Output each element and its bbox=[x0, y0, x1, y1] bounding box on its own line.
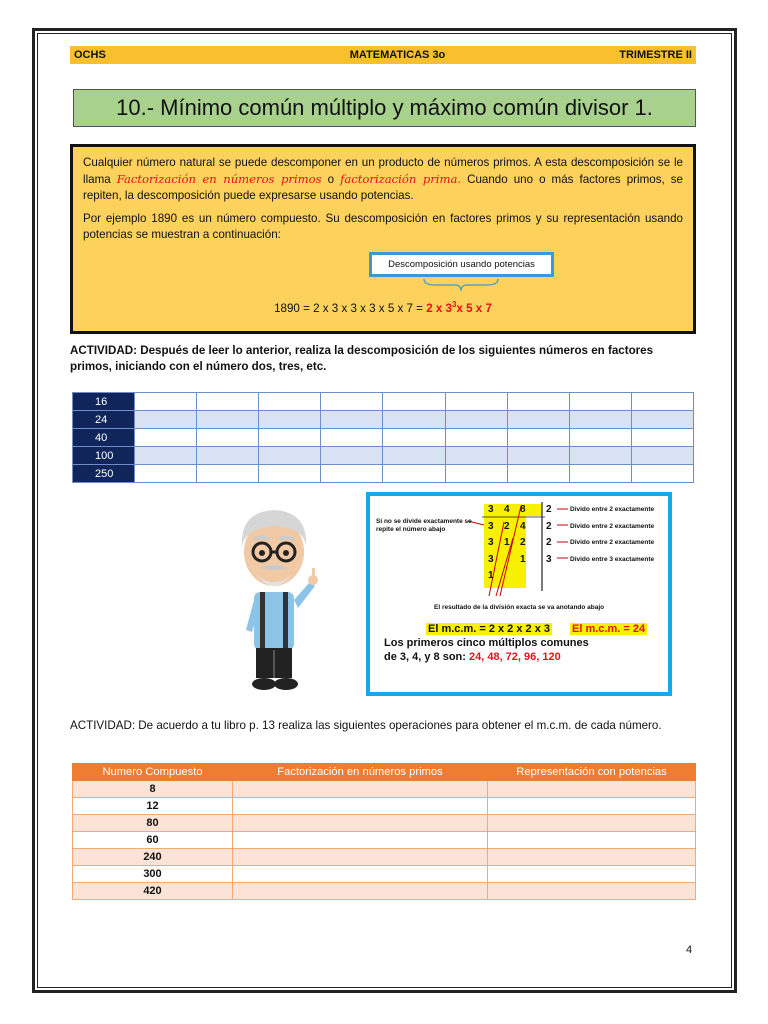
intro-term-1: Factorización en números primos bbox=[116, 172, 322, 186]
header-composite: Numero Compuesto bbox=[73, 764, 233, 781]
powers-cell[interactable] bbox=[488, 798, 696, 815]
answer-cell[interactable] bbox=[259, 447, 321, 465]
table-row bbox=[73, 832, 696, 849]
row-number: 250 bbox=[73, 465, 135, 483]
repeat-note: Si no se divide exactamente se repite el número abajo bbox=[376, 518, 472, 533]
factorization-cell[interactable] bbox=[233, 883, 488, 900]
composite-number: 240 bbox=[73, 849, 233, 866]
powers-cell[interactable] bbox=[488, 883, 696, 900]
answer-cell[interactable] bbox=[135, 429, 197, 447]
intro-text-a: Cualquier número natural se puede descomponer en un producto de números primos. A esta descomposición se le llama bbox=[83, 156, 683, 186]
answer-cell[interactable] bbox=[445, 411, 507, 429]
answer-cell[interactable] bbox=[321, 429, 383, 447]
answer-cell[interactable] bbox=[383, 447, 445, 465]
answer-cell[interactable] bbox=[383, 411, 445, 429]
answer-cell[interactable] bbox=[631, 411, 693, 429]
lesson-title: 10.- Mínimo común múltiplo y máximo común divisor 1. bbox=[73, 89, 696, 127]
division-cell: 1 bbox=[504, 537, 510, 548]
factorization-cell[interactable] bbox=[233, 781, 488, 798]
answer-cell[interactable] bbox=[631, 447, 693, 465]
header-term: TRIMESTRE II bbox=[619, 49, 692, 61]
divisor: 2 bbox=[546, 537, 552, 548]
answer-cell[interactable] bbox=[321, 393, 383, 411]
lcm-formula: El m.c.m. = 2 x 2 x 2 x 3 bbox=[428, 623, 550, 635]
row-number: 16 bbox=[73, 393, 135, 411]
factorization-grid bbox=[72, 392, 694, 483]
answer-cell[interactable] bbox=[569, 411, 631, 429]
multiples-line bbox=[384, 651, 561, 663]
division-note: Divido entre 2 exactamente bbox=[570, 539, 655, 546]
table-row bbox=[73, 798, 696, 815]
intro-box bbox=[70, 144, 696, 334]
answer-cell[interactable] bbox=[197, 429, 259, 447]
factorization-formula bbox=[73, 297, 693, 317]
answer-cell[interactable] bbox=[507, 447, 569, 465]
factorization-cell[interactable] bbox=[233, 866, 488, 883]
row-number: 100 bbox=[73, 447, 135, 465]
composite-number: 420 bbox=[73, 883, 233, 900]
answer-cell[interactable] bbox=[631, 393, 693, 411]
division-cell: 3 bbox=[488, 520, 494, 532]
header-subject: MATEMATICAS 3o bbox=[349, 49, 446, 61]
answer-cell[interactable] bbox=[507, 393, 569, 411]
formula-power-base: 2 x 3 bbox=[426, 301, 452, 315]
answer-cell[interactable] bbox=[135, 447, 197, 465]
powers-callout: Descomposición usando potencias bbox=[369, 252, 554, 277]
composite-number: 80 bbox=[73, 815, 233, 832]
answer-cell[interactable] bbox=[383, 465, 445, 483]
table-row bbox=[73, 849, 696, 866]
activity-2-instructions: ACTIVIDAD: De acuerdo a tu libro p. 13 realiza las siguientes operaciones para obtener el m.c.m. de cada número. bbox=[70, 719, 662, 732]
answer-cell[interactable] bbox=[445, 465, 507, 483]
page-header bbox=[70, 46, 696, 64]
answer-cell[interactable] bbox=[569, 429, 631, 447]
powers-cell[interactable] bbox=[488, 866, 696, 883]
powers-cell[interactable] bbox=[488, 832, 696, 849]
answer-cell[interactable] bbox=[259, 465, 321, 483]
composite-number: 8 bbox=[73, 781, 233, 798]
answer-cell[interactable] bbox=[507, 465, 569, 483]
powers-cell[interactable] bbox=[488, 849, 696, 866]
answer-cell[interactable] bbox=[445, 393, 507, 411]
division-note: Divido entre 2 exactamente bbox=[570, 522, 655, 530]
multiples-label-1: Los primeros cinco múltiplos comunes bbox=[384, 637, 589, 649]
table-row bbox=[73, 465, 694, 483]
row-number: 40 bbox=[73, 429, 135, 447]
formula-expanded: 1890 = 2 x 3 x 3 x 3 x 5 x 7 = bbox=[274, 301, 427, 315]
row-number: 24 bbox=[73, 411, 135, 429]
answer-cell[interactable] bbox=[135, 465, 197, 483]
factorization-cell[interactable] bbox=[233, 849, 488, 866]
composite-number: 300 bbox=[73, 866, 233, 883]
result-note: El resultado de la división exacta se va anotando abajo bbox=[434, 604, 605, 611]
lcm-result: El m.c.m. = 24 bbox=[572, 623, 646, 635]
table-row bbox=[73, 781, 696, 798]
answer-cell[interactable] bbox=[197, 465, 259, 483]
powers-cell[interactable] bbox=[488, 815, 696, 832]
table-row bbox=[73, 815, 696, 832]
answer-cell[interactable] bbox=[259, 429, 321, 447]
answer-cell[interactable] bbox=[197, 447, 259, 465]
division-note: Divido entre 2 exactamente bbox=[570, 506, 655, 513]
multiples-values: 24, 48, 72, 96, 120 bbox=[468, 651, 561, 663]
answer-cell[interactable] bbox=[445, 429, 507, 447]
division-cell: 1 bbox=[520, 553, 526, 565]
division-cell: 8 bbox=[520, 504, 526, 515]
composite-number: 12 bbox=[73, 798, 233, 815]
answer-cell[interactable] bbox=[631, 465, 693, 483]
powers-cell[interactable] bbox=[488, 781, 696, 798]
divisor: 2 bbox=[546, 504, 552, 515]
answer-cell[interactable] bbox=[321, 465, 383, 483]
intro-term-2: factorización prima. bbox=[340, 172, 462, 186]
answer-cell[interactable] bbox=[197, 411, 259, 429]
header-powers: Representación con potencias bbox=[488, 764, 696, 781]
division-cell: 1 bbox=[488, 570, 494, 581]
division-cell: 3 bbox=[488, 504, 494, 515]
composite-number: 60 bbox=[73, 832, 233, 849]
table-row bbox=[73, 866, 696, 883]
lcm-example-box bbox=[366, 492, 672, 696]
answer-cell[interactable] bbox=[507, 429, 569, 447]
intro-text-c: Cuando uno o más factores primos, se repiten, la descomposición puede expresarse usando potencias. bbox=[83, 173, 683, 202]
answer-cell[interactable] bbox=[197, 393, 259, 411]
formula-power-rest: x 5 x 7 bbox=[456, 301, 492, 315]
division-cell: 2 bbox=[520, 537, 526, 548]
intro-paragraph-1 bbox=[83, 155, 683, 204]
intro-text-b: o bbox=[321, 173, 341, 186]
formula-powers bbox=[426, 302, 492, 315]
intro-paragraph-2: Por ejemplo 1890 es un número compuesto. Su descomposición en factores primos y su representación usando potencias se muestran a continuación: bbox=[83, 212, 683, 241]
answer-cell[interactable] bbox=[135, 393, 197, 411]
division-cell: 4 bbox=[504, 504, 510, 515]
header-school: OCHS bbox=[74, 49, 106, 61]
divisor: 3 bbox=[546, 553, 552, 565]
activity-1-instructions: ACTIVIDAD: Después de leer lo anterior, realiza la descomposición de los siguientes números en factores primos, iniciando con el número dos, tres, etc. bbox=[70, 344, 654, 373]
division-cell: 4 bbox=[520, 520, 526, 532]
answer-cell[interactable] bbox=[321, 411, 383, 429]
answer-cell[interactable] bbox=[383, 429, 445, 447]
division-note: Divido entre 3 exactamente bbox=[570, 555, 655, 563]
answer-cell[interactable] bbox=[569, 393, 631, 411]
answer-cell[interactable] bbox=[259, 411, 321, 429]
answer-cell[interactable] bbox=[569, 447, 631, 465]
multiples-label-2: de 3, 4, y 8 son: bbox=[384, 651, 466, 663]
brace-icon bbox=[423, 278, 499, 292]
page-number: 4 bbox=[686, 944, 693, 956]
division-cell: 3 bbox=[488, 553, 494, 565]
table-row bbox=[73, 883, 696, 900]
division-cell: 2 bbox=[504, 520, 510, 532]
answer-cell[interactable] bbox=[507, 411, 569, 429]
header-factorization: Factorización en números primos bbox=[233, 764, 488, 781]
formula-exponent: 3 bbox=[451, 300, 457, 309]
answer-cell[interactable] bbox=[383, 393, 445, 411]
table-row bbox=[73, 411, 694, 429]
teacher-illustration bbox=[224, 500, 324, 695]
divisor: 2 bbox=[546, 520, 552, 532]
lcm-table bbox=[72, 763, 696, 900]
answer-cell[interactable] bbox=[631, 429, 693, 447]
answer-cell[interactable] bbox=[445, 447, 507, 465]
answer-cell[interactable] bbox=[321, 447, 383, 465]
division-cell: 3 bbox=[488, 537, 494, 548]
factorization-cell[interactable] bbox=[233, 832, 488, 849]
factorization-cell[interactable] bbox=[233, 815, 488, 832]
factorization-cell[interactable] bbox=[233, 798, 488, 815]
table-row bbox=[73, 393, 694, 411]
answer-cell[interactable] bbox=[569, 465, 631, 483]
answer-cell[interactable] bbox=[259, 393, 321, 411]
table-row bbox=[73, 447, 694, 465]
table-row bbox=[73, 429, 694, 447]
answer-cell[interactable] bbox=[135, 411, 197, 429]
